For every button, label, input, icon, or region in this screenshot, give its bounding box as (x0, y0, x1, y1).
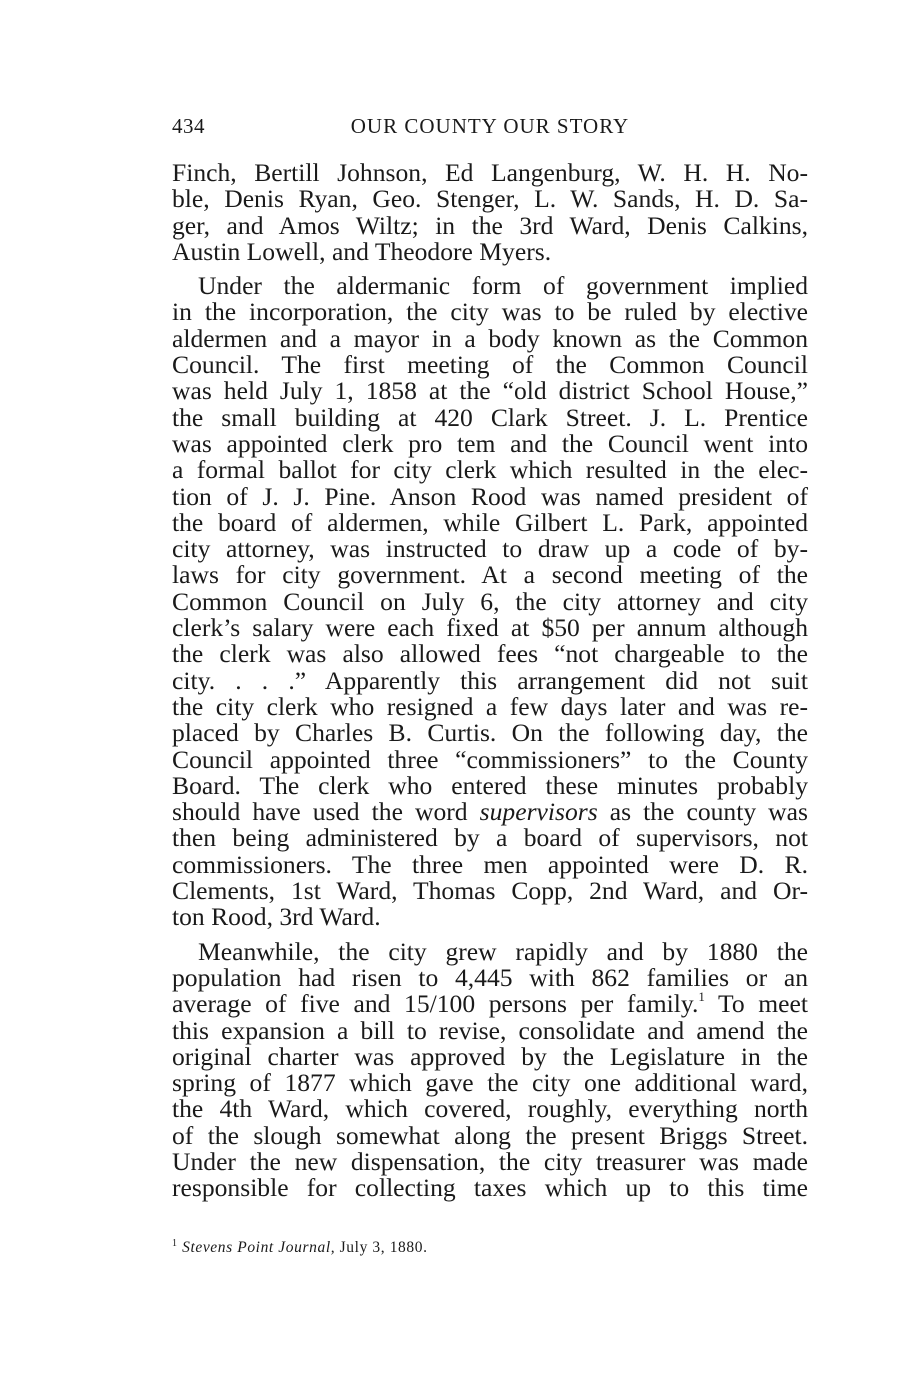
text-line: city. . . .” Apparently this arrangement did not suit (172, 665, 808, 695)
text-line: clerk’s salary were each fixed at $50 per annum although (172, 613, 808, 643)
text-line: Under the aldermanic form of government implied (198, 271, 808, 301)
page-header (172, 114, 808, 144)
text-line: Common Council on July 6, the city attorney and city (172, 586, 808, 616)
text-line: in the incorporation, the city was to be ruled by elective (172, 297, 808, 327)
text-line: population had risen to 4,445 with 862 families or an (172, 962, 808, 992)
text-line: the board of aldermen, while Gilbert L. Park, appointed (172, 507, 808, 537)
text-line: a formal ballot for city clerk which resulted in the elec- (172, 455, 808, 485)
text-line: Board. The clerk who entered these minutes probably (172, 770, 808, 800)
text-line: Under the new dispensation, the city treasurer was made (172, 1146, 808, 1176)
text-line: then being administered by a board of supervisors, not (172, 823, 808, 853)
footnote-source: Stevens Point Journal, (182, 1239, 336, 1256)
text-run: To meet (704, 989, 809, 1019)
text-line: the small building at 420 Clark Street. J. L. Prentice (172, 402, 808, 432)
footnote-date: July 3, 1880. (335, 1239, 428, 1256)
text-line: Austin Lowell, and Theodore Myers. (172, 236, 552, 266)
text-line: Council appointed three “commissioners” to the County (172, 744, 808, 774)
text-line: ton Rood, 3rd Ward. (172, 902, 381, 932)
text-line: original charter was approved by the Legislature in the (172, 1041, 808, 1071)
text-line: the clerk was also allowed fees “not chargeable to the (172, 639, 808, 669)
text-line: tion of J. J. Pine. Anson Rood was named president of (172, 481, 808, 511)
text-line: Meanwhile, the city grew rapidly and by 1880 the (198, 936, 808, 966)
text-line: Council. The first meeting of the Common Council (172, 350, 808, 380)
text-line: laws for city government. At a second meeting of the (172, 560, 808, 590)
footnote (172, 1238, 808, 1257)
text-line: city attorney, was instructed to draw up a code of by- (172, 534, 808, 564)
text-line: Finch, Bertill Johnson, Ed Langenburg, W. H. H. No- (172, 158, 808, 187)
text-line: this expansion a bill to revise, consolidate and amend the (172, 1015, 808, 1045)
text-line: responsible for collecting taxes which up to this time (172, 1173, 808, 1203)
paragraph-3 (172, 936, 809, 1203)
text-line: placed by Charles B. Curtis. On the following day, the (172, 718, 808, 748)
text-line: spring of 1877 which gave the city one additional ward, (172, 1068, 808, 1098)
text-line: ble, Denis Ryan, Geo. Stenger, L. W. Sands, H. D. Sa- (172, 184, 808, 214)
text-line: aldermen and a mayor in a body known as the Common (172, 323, 808, 353)
text-line: was held July 1, 1858 at the “old district School House,” (172, 376, 808, 406)
text-run: should have used the word (172, 797, 480, 827)
italic-term: supervisors (479, 797, 598, 827)
body-text (172, 160, 808, 1210)
text-line: of the slough somewhat along the present Briggs Street. (172, 1120, 808, 1150)
text-line: was appointed clerk pro tem and the Council went into (172, 428, 808, 458)
paragraph-1 (172, 160, 808, 265)
text-line: commissioners. The three men appointed were D. R. (172, 849, 808, 879)
paragraph-2 (172, 273, 808, 930)
footnote-mark: 1 (172, 1238, 178, 1249)
text-line: the city clerk who resigned a few days later and was re- (172, 691, 808, 721)
text-line: ger, and Amos Wiltz; in the 3rd Ward, Denis Calkins, (172, 210, 808, 240)
footnote-reference[interactable]: 1 (698, 989, 705, 1005)
text-line (172, 799, 808, 825)
running-head: OUR COUNTY OUR STORY (350, 114, 630, 138)
page-number: 434 (172, 114, 205, 138)
text-run: as the county was (597, 797, 808, 827)
text-line: Clements, 1st Ward, Thomas Copp, 2nd Ward, and Or- (172, 876, 808, 906)
text-line: the 4th Ward, which covered, roughly, everything north (172, 1094, 808, 1124)
text-run: average of five and 15/100 persons per family. (172, 989, 699, 1019)
text-line (172, 991, 808, 1017)
